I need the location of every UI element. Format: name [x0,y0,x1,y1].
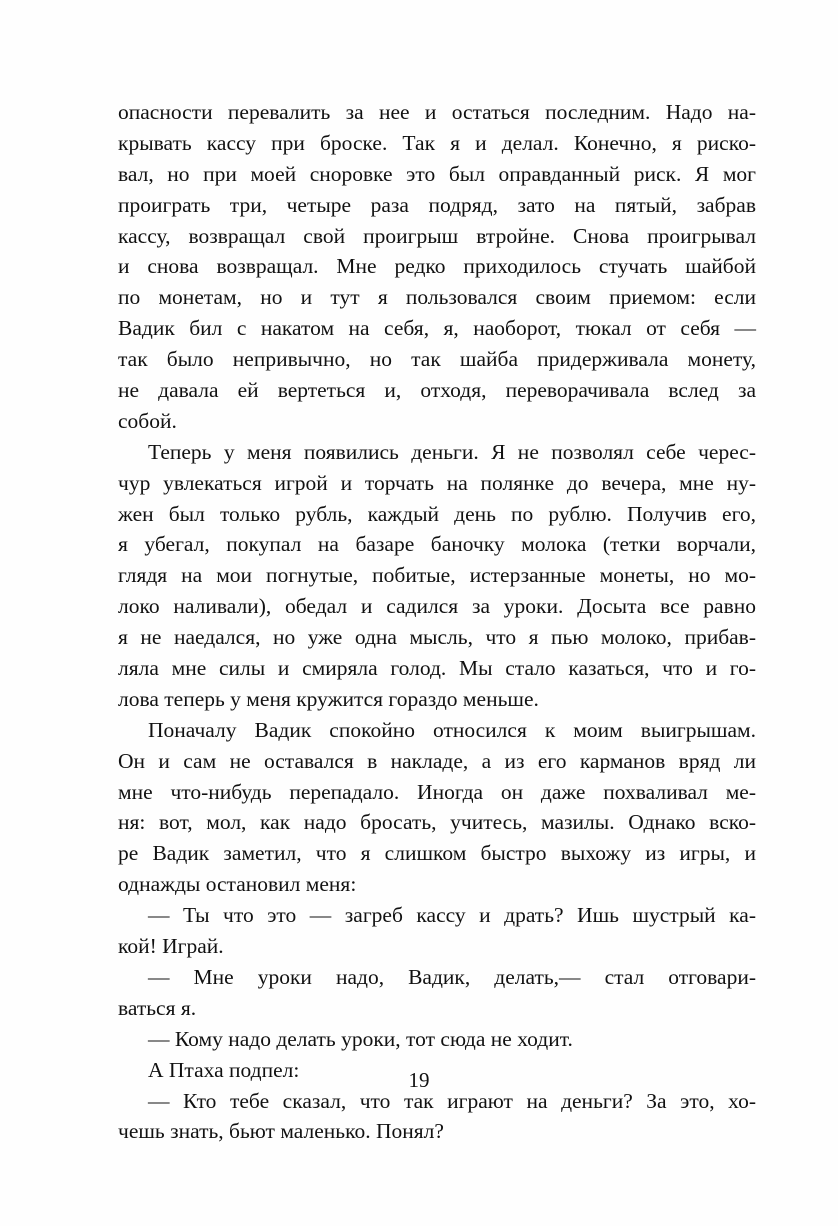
paragraph-start-line: Теперь у меня появились деньги. Я не позволял себе черес- [148,439,756,464]
text-line: не давала ей вертеться и, отходя, переворачивала вслед за [118,378,756,403]
text-line: проиграть три, четыре раза подряд, зато на пятый, забрав [118,192,756,217]
text-line: однажды остановил меня: [118,872,357,897]
text-line: ваться я. [118,995,197,1020]
text-line: Он и сам не оставался в накладе, а из его карманов вряд ли [118,748,756,773]
text-line: жен был только рубль, каждый день по рублю. Получив его, [118,501,756,526]
paragraph-start-line: А Птаха подпел: [148,1057,300,1082]
dialogue-line: — Мне уроки надо, Вадик, делать,— стал отговари- [148,964,756,989]
text-line: глядя на мои погнутые, побитые, истерзанные монеты, но мо- [118,563,756,588]
text-line: ня: вот, мол, как надо бросать, учитесь, мазилы. Однако вско- [118,810,756,835]
dialogue-line: — Кто тебе сказал, что так играют на деньги? За это, хо- [148,1088,756,1113]
text-line: Вадик бил с накатом на себя, я, наоборот, тюкал от себя — [118,316,756,341]
text-line: кассу, возвращал свой проигрыш втройне. Снова проигрывал [118,223,756,248]
text-line: ляла мне силы и смиряла голод. Мы стало казаться, что и го- [118,656,756,681]
text-line: так было непривычно, но так шайба придерживала монету, [118,347,756,372]
dialogue-line: — Кому надо делать уроки, тот сюда не ходит. [148,1026,573,1051]
text-line: я убегал, покупал на базаре баночку молока (тетки ворчали, [118,532,756,557]
text-line: собой. [118,408,177,433]
text-line: опасности перевалить за нее и остаться последним. Надо на- [118,100,756,124]
text-line: лова теперь у меня кружится гораздо меньше. [118,686,539,711]
text-line: по монетам, но и тут я пользовался своим приемом: если [118,285,756,310]
text-line: крывать кассу при броске. Так я и делал. Конечно, я риско- [118,130,756,155]
text-line: кой! Играй. [118,934,224,959]
body-text [118,97,756,1147]
text-line: чур увлекаться игрой и торчать на полянке до вечера, мне ну- [118,470,756,495]
dialogue-line: — Ты что это — загреб кассу и драть? Ишь шустрый ка- [148,903,756,928]
text-line: я не наедался, но уже одна мысль, что я пью молоко, прибав- [118,625,756,650]
page-number: 19 [408,1068,430,1092]
paragraph-start-line: Поначалу Вадик спокойно относился к моим выигрышам. [148,717,756,742]
text-line: и снова возвращал. Мне редко приходилось стучать шайбой [118,254,756,279]
text-line: вал, но при моей сноровке это был оправданный риск. Я мог [118,161,756,186]
text-line: мне что-нибудь перепадало. Иногда он даже похваливал ме- [118,779,756,804]
text-line: локо наливали), обедал и садился за уроки. Досыта все равно [118,594,756,619]
text-line: чешь знать, бьют маленько. Понял? [118,1119,444,1144]
text-line: ре Вадик заметил, что я слишком быстро выхожу из игры, и [118,841,756,866]
